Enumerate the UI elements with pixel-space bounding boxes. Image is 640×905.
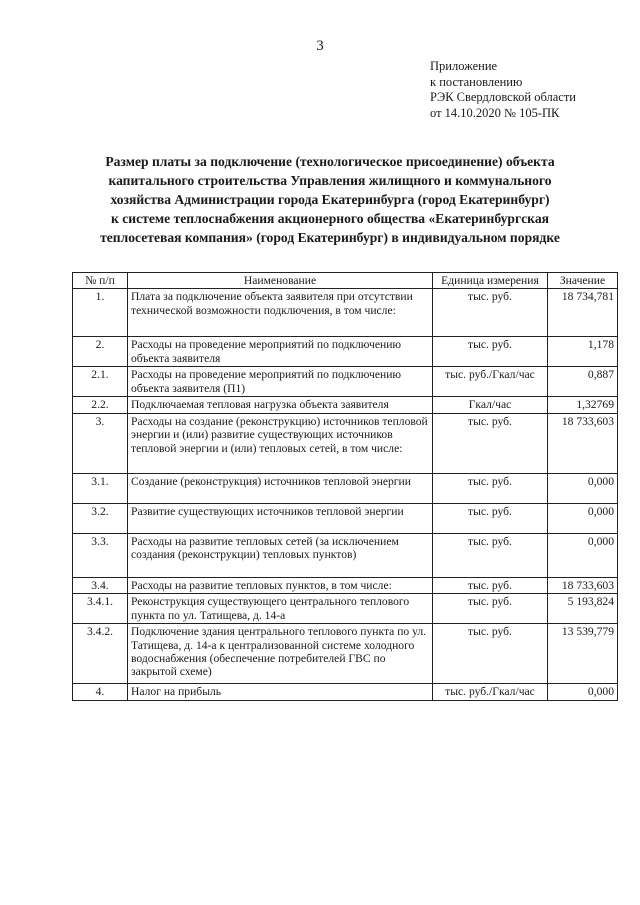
row-name: Расходы на проведение мероприятий по подключению объекта заявителя (П1)	[128, 367, 433, 397]
row-unit: тыс. руб.	[433, 289, 548, 337]
row-value: 0,000	[548, 503, 618, 533]
row-name: Развитие существующих источников тепловой энергии	[128, 503, 433, 533]
header-name: Наименование	[128, 273, 433, 289]
appendix-line: от 14.10.2020 № 105-ПК	[430, 105, 560, 120]
row-number: 3.4.1.	[73, 594, 128, 624]
appendix-block	[430, 59, 576, 121]
row-unit: тыс. руб./Гкал/час	[433, 367, 548, 397]
row-value: 0,000	[548, 684, 618, 700]
table-body	[73, 289, 618, 700]
row-value: 1,32769	[548, 397, 618, 413]
row-unit: тыс. руб.	[433, 577, 548, 593]
row-number: 2.	[73, 337, 128, 367]
row-number: 3.2.	[73, 503, 128, 533]
header-num: № п/п	[73, 273, 128, 289]
row-unit: тыс. руб.	[433, 533, 548, 577]
header-value: Значение	[548, 273, 618, 289]
table-row	[73, 594, 618, 624]
row-name: Расходы на развитие тепловых сетей (за исключением создания (реконструкции) тепловых пунктов)	[128, 533, 433, 577]
page-number: 3	[316, 38, 324, 54]
row-name: Расходы на проведение мероприятий по подключению объекта заявителя	[128, 337, 433, 367]
row-number: 3.4.	[73, 577, 128, 593]
row-value: 0,000	[548, 533, 618, 577]
row-number: 3.1.	[73, 473, 128, 503]
appendix-line: РЭК Свердловской области	[430, 90, 576, 104]
row-value: 13 539,779	[548, 624, 618, 684]
row-name: Налог на прибыль	[128, 684, 433, 700]
row-unit: тыс. руб.	[433, 337, 548, 367]
row-name: Реконструкция существующего центрального теплового пункта по ул. Татищева, д. 14-а	[128, 594, 433, 624]
row-name: Подключаемая тепловая нагрузка объекта заявителя	[128, 397, 433, 413]
appendix-line: Приложение	[430, 59, 498, 73]
row-name: Подключение здания центрального теплового пункта по ул. Татищева, д. 14-а к централизованной системе холодного водоснабжения (обеспечение потребителей ГВС по закрытой схеме)	[128, 624, 433, 684]
row-value: 5 193,824	[548, 594, 618, 624]
row-name: Создание (реконструкция) источников тепловой энергии	[128, 473, 433, 503]
row-name: Расходы на развитие тепловых пунктов, в том числе:	[128, 577, 433, 593]
row-unit: тыс. руб.	[433, 503, 548, 533]
table-row	[73, 473, 618, 503]
title-line: капитального строительства Управления жилищного и коммунального	[108, 173, 552, 188]
title-line: теплосетевая компания» (город Екатеринбург) в индивидуальном порядке	[100, 230, 560, 245]
row-unit: тыс. руб.	[433, 413, 548, 473]
row-number: 2.2.	[73, 397, 128, 413]
row-number: 3.	[73, 413, 128, 473]
table-row	[73, 397, 618, 413]
appendix-line: к постановлению	[430, 74, 523, 89]
document-title	[60, 152, 600, 247]
tariff-table	[72, 272, 618, 701]
row-value: 1,178	[548, 337, 618, 367]
row-number: 3.4.2.	[73, 624, 128, 684]
table-row	[73, 503, 618, 533]
table-row	[73, 624, 618, 684]
row-name: Плата за подключение объекта заявителя при отсутствии технической возможности подключения, в том числе:	[128, 289, 433, 337]
row-value: 0,000	[548, 473, 618, 503]
table-row	[73, 367, 618, 397]
row-value: 18 734,781	[548, 289, 618, 337]
table-row	[73, 413, 618, 473]
table-row	[73, 577, 618, 593]
table-row	[73, 533, 618, 577]
row-number: 4.	[73, 684, 128, 700]
row-unit: тыс. руб.	[433, 473, 548, 503]
row-value: 18 733,603	[548, 413, 618, 473]
title-line: Размер платы за подключение (технологическое присоединение) объекта	[105, 154, 555, 169]
table-header-row	[73, 273, 618, 289]
table-row	[73, 289, 618, 337]
row-value: 0,887	[548, 367, 618, 397]
row-number: 3.3.	[73, 533, 128, 577]
row-unit: тыс. руб.	[433, 624, 548, 684]
table-row	[73, 684, 618, 700]
row-value: 18 733,603	[548, 577, 618, 593]
row-unit: Гкал/час	[433, 397, 548, 413]
row-name: Расходы на создание (реконструкцию) источников тепловой энергии и (или) развитие существующих источников тепловой энергии и (или) тепловых сетей, в том числе:	[128, 413, 433, 473]
row-number: 2.1.	[73, 367, 128, 397]
title-line: хозяйства Администрации города Екатеринбурга (город Екатеринбург)	[110, 192, 550, 207]
row-unit: тыс. руб./Гкал/час	[433, 684, 548, 700]
row-number: 1.	[73, 289, 128, 337]
title-line: к системе теплоснабжения акционерного общества «Екатеринбургская	[111, 211, 549, 226]
header-unit: Единица измерения	[433, 273, 548, 289]
row-unit: тыс. руб.	[433, 594, 548, 624]
table-row	[73, 337, 618, 367]
